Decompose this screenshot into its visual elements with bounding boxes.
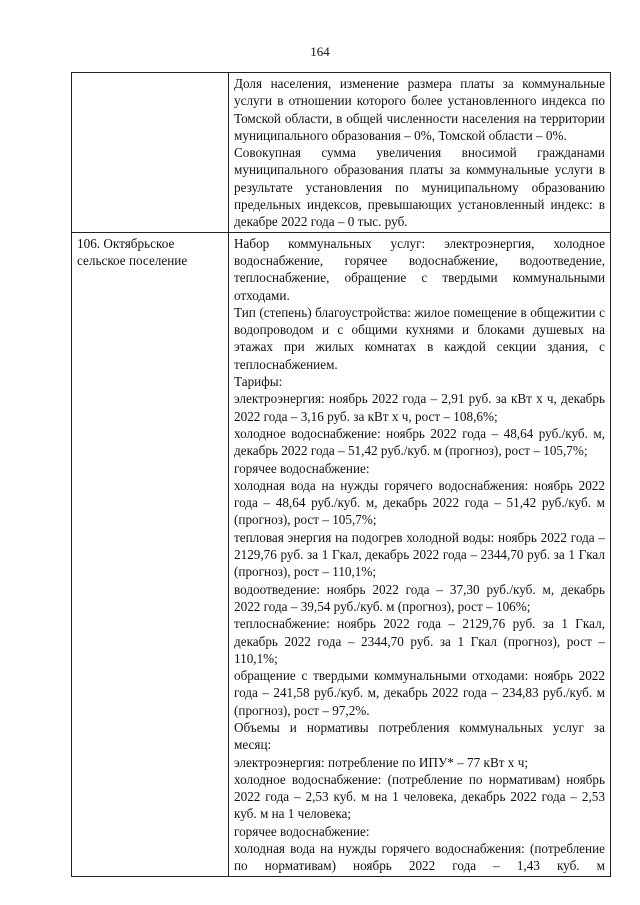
paragraph: Тарифы:	[234, 374, 283, 390]
details-cell	[229, 73, 611, 233]
paragraph: Объемы и нормативы потребления коммунальных услуг за месяц:	[234, 719, 605, 753]
details-cell	[229, 232, 611, 876]
paragraph: электроэнергия: потребление по ИПУ* – 77 кВт х ч;	[234, 754, 528, 770]
paragraph: Совокупная сумма увеличения вносимой гражданами муниципального образования платы за коммунальные услуги в результате установления по муниципальному образованию предельных индексов, превышающих установленный индекс: в декабре 2022 года – 0 тыс. руб.	[234, 145, 605, 230]
paragraph: холодное водоснабжение: (потребление по нормативам) ноябрь 2022 года – 2,53 куб. м на 1 человека, декабрь 2022 года – 2,53 куб. м на 1 человека;	[234, 771, 605, 822]
municipality-name-line: сельское поселение	[77, 252, 188, 268]
municipality-cell	[72, 73, 229, 233]
paragraph: холодная вода на нужды горячего водоснабжения: (потребление по нормативам) ноябрь 2022 года – 1,43 куб. м	[234, 841, 605, 874]
paragraph: Доля населения, изменение размера платы за коммунальные услуги в отношении которого более установленного индекса по Томской области, в общей численности населения на территории муниципального образования – 0%, Томской области – 0%.	[234, 76, 605, 143]
paragraph: обращение с твердыми коммунальными отходами: ноябрь 2022 года – 241,58 руб./куб. м, декабрь 2022 года – 234,83 руб./куб. м (прогноз), рост – 97,2%.	[234, 668, 605, 718]
paragraph: электроэнергия: ноябрь 2022 года – 2,91 руб. за кВт х ч, декабрь 2022 года – 3,16 руб. за кВт х ч, рост – 108,6%;	[234, 391, 605, 424]
tariff-table	[71, 72, 611, 877]
paragraph: Тип (степень) благоустройства: жилое помещение в общежитии с водопроводом и с общими кухнями и блоками душевых на этажах при жилых комнатах в каждой секции здания, с теплоснабжением.	[234, 304, 605, 372]
paragraph: холодная вода на нужды горячего водоснабжения: ноябрь 2022 года – 48,64 руб./куб. м, декабрь 2022 года – 51,42 руб./куб. м (прогноз), рост – 105,7%;	[234, 477, 605, 528]
table-row	[72, 232, 611, 876]
paragraph: водоотведение: ноябрь 2022 года – 37,30 руб./куб. м, декабрь 2022 года – 39,54 руб./куб. м (прогноз), рост – 106%;	[234, 581, 605, 614]
paragraph: горячее водоснабжение:	[234, 823, 370, 839]
municipality-name-line: 106. Октябрьское	[77, 235, 175, 251]
table-row	[72, 73, 611, 233]
municipality-cell	[72, 232, 229, 876]
paragraph: тепловая энергия на подогрев холодной воды: ноябрь 2022 года – 2129,76 руб. за 1 Гкал, декабрь 2022 года – 2344,70 руб. за 1 Гкал (прогноз), рост – 110,1%;	[234, 529, 605, 580]
page-number: 164	[310, 44, 330, 59]
paragraph: Набор коммунальных услуг: электроэнергия, холодное водоснабжение, горячее водоснабжение, водоотведение, теплоснабжение, обращение с твердыми коммунальными отходами.	[234, 235, 605, 303]
paragraph: горячее водоснабжение:	[234, 460, 370, 476]
paragraph: холодное водоснабжение: ноябрь 2022 года – 48,64 руб./куб. м, декабрь 2022 года – 51,42 руб./куб. м (прогноз), рост – 105,7%;	[234, 425, 605, 459]
paragraph: теплоснабжение: ноябрь 2022 года – 2129,76 руб. за 1 Гкал, декабрь 2022 года – 2344,70 руб. за 1 Гкал (прогноз), рост – 110,1%;	[234, 616, 605, 666]
